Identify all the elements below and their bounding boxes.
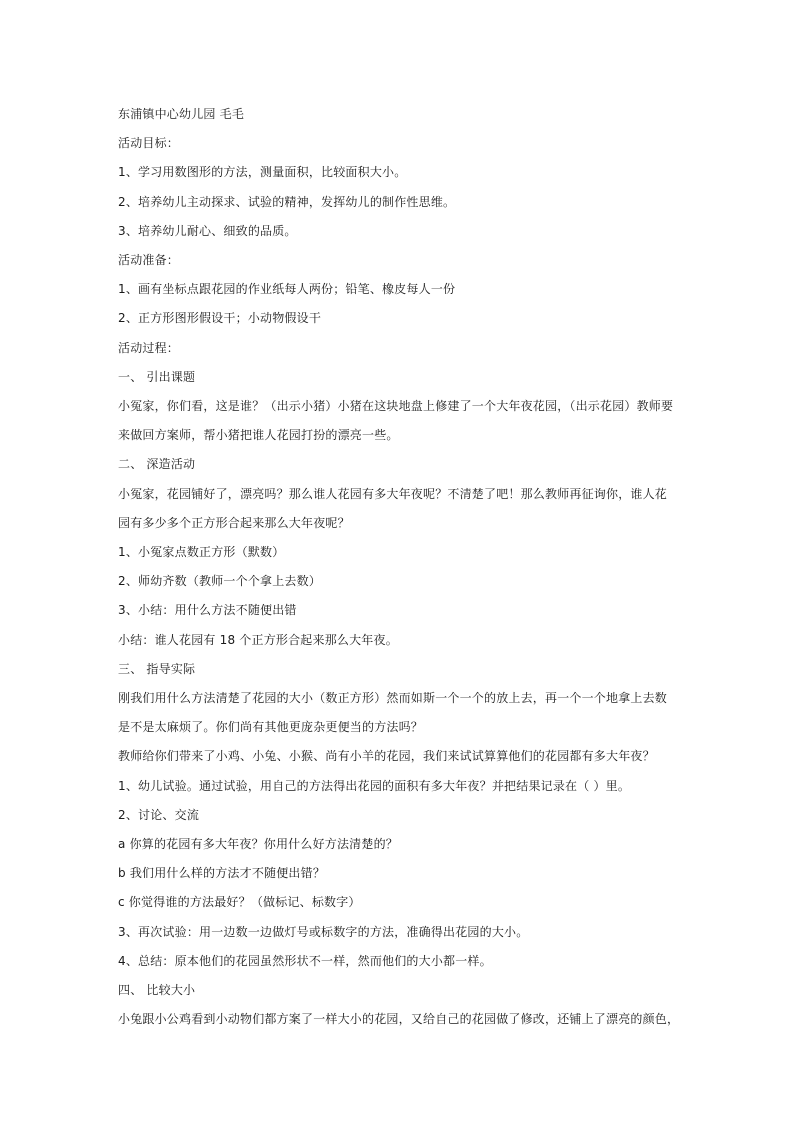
step-2-paragraph: 小冤家，花园铺好了，漂亮吗？那么谁人花园有多大年夜呢？不清楚了吧！那么教师再征询你，谁人花园有多少多个正方形合起来那么大年夜呢？ xyxy=(118,486,668,530)
document-body xyxy=(118,100,678,1035)
section-heading-process: 活动过程： xyxy=(118,340,180,355)
section-heading-preparation: 活动准备： xyxy=(118,253,180,268)
step-1-paragraph: 小冤家，你们看，这是谁？（出示小猪）小猪在这块地盘上修建了一个大年夜花园，（出示花园）教师要来做回方案师，帮小猪把谁人花园打扮的漂亮一些。 xyxy=(118,399,674,443)
goal-item-3: 3、培养幼儿耐心、细致的品质。 xyxy=(118,223,297,238)
step-heading-2: 二、 深造活动 xyxy=(118,457,196,472)
step-2-item-1: 1、小冤家点数正方形（默数） xyxy=(118,545,285,560)
step-heading-1: 一、 引出课题 xyxy=(118,369,196,384)
goal-item-1: 1、学习用数图形的方法，测量面积，比较面积大小。 xyxy=(118,165,407,180)
preparation-item-1: 1、画有坐标点跟花园的作业纸每人两份；铅笔、橡皮每人一份 xyxy=(118,282,456,297)
step-4-paragraph: 小兔跟小公鸡看到小动物们都方案了一样大小的花园，又给自己的花园做了修改，还铺上了漂亮的颜色， xyxy=(118,1012,680,1027)
step-3-item-1: 1、幼儿试验。通过试验，用自己的方法得出花园的面积有多大年夜？并把结果记录在（ ）里。 xyxy=(118,778,631,793)
step-3-item-3: 3、再次试验：用一边数一边做灯号或标数字的方法，准确得出花园的大小。 xyxy=(118,924,529,939)
goal-item-2: 2、培养幼儿主动探求、试验的精神，发挥幼儿的制作性思维。 xyxy=(118,194,456,209)
step-2-item-2: 2、师幼齐数（教师一个个拿上去数） xyxy=(118,574,322,589)
step-3-paragraph: 刚我们用什么方法清楚了花园的大小（数正方形）然而如斯一个一个的放上去，再一个一个地拿上去数是不是太麻烦了。你们尚有其他更庞杂更便当的方法吗？ xyxy=(118,691,668,735)
step-2-summary: 小结：谁人花园有 18 个正方形合起来那么大年夜。 xyxy=(118,632,398,647)
step-2-item-3: 3、小结：用什么方法不随便出错 xyxy=(118,603,297,618)
step-3-item-2: 2、讨论、交流 xyxy=(118,807,200,822)
preparation-item-2: 2、正方形图形假设干；小动物假设干 xyxy=(118,311,322,326)
step-heading-4: 四、 比较大小 xyxy=(118,983,196,998)
step-3-question-a: a 你算的花园有多大年夜？你用什么好方法清楚的？ xyxy=(118,837,398,852)
section-heading-goals: 活动目标： xyxy=(118,136,180,151)
author-line: 东浦镇中心幼儿园 毛毛 xyxy=(118,107,245,121)
step-3-intro: 教师给你们带来了小鸡、小兔、小猴、尚有小羊的花园，我们来试试算算他们的花园都有多大年夜？ xyxy=(118,749,655,764)
step-3-item-4: 4、总结：原本他们的花园虽然形状不一样，然而他们的大小都一样。 xyxy=(118,953,492,968)
step-3-question-b: b 我们用什么样的方法才不随便出错？ xyxy=(118,866,326,881)
step-heading-3: 三、 指导实际 xyxy=(118,661,196,676)
step-3-question-c: c 你觉得谁的方法最好？（做标记、标数字） xyxy=(118,895,361,910)
